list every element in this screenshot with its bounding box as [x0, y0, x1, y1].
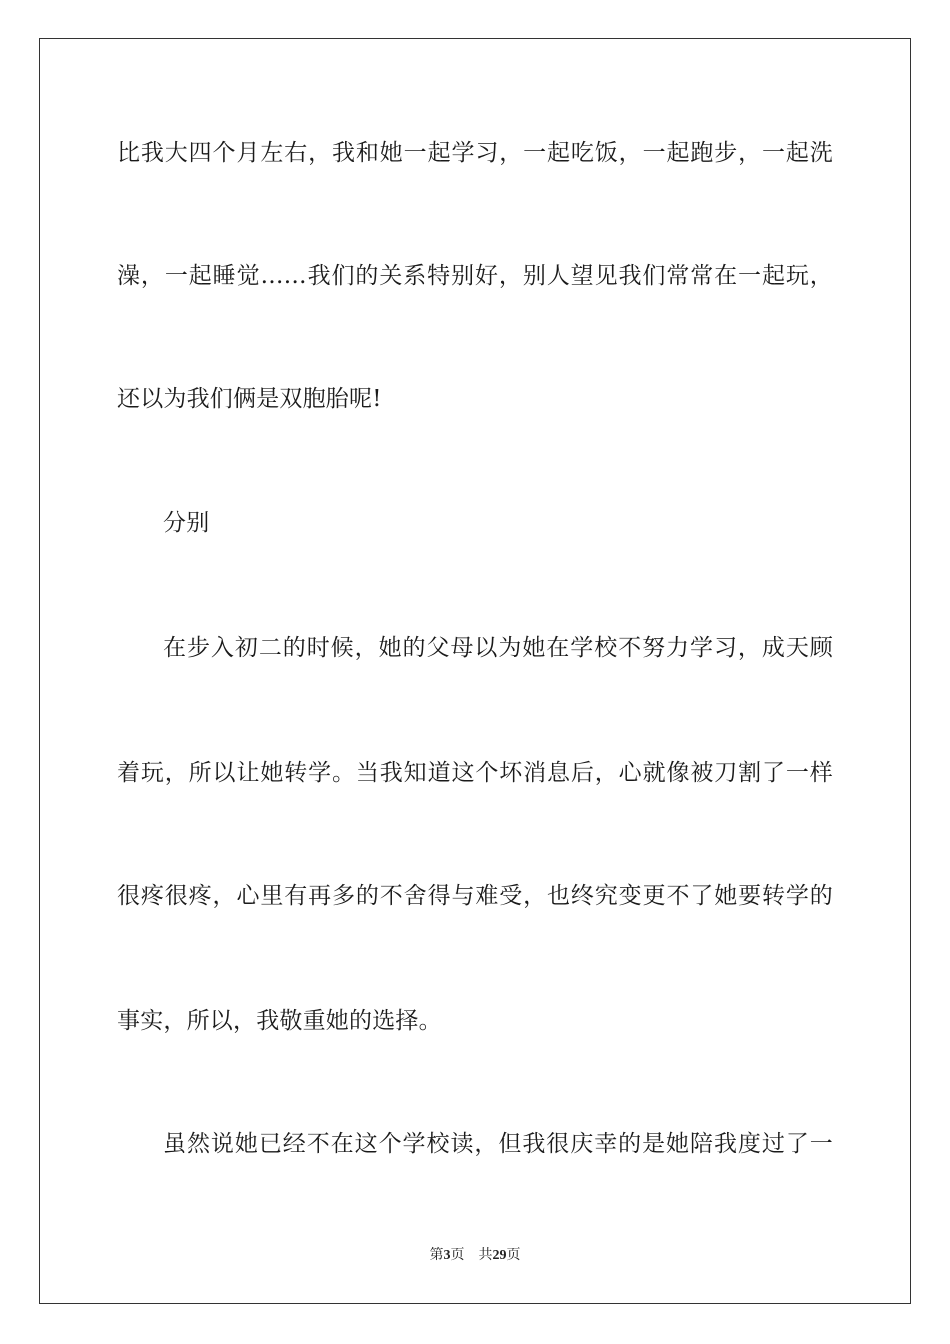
section-heading: 分别	[163, 510, 210, 536]
total-pages-prefix: 共	[478, 1248, 493, 1263]
page-number: 3	[443, 1248, 451, 1263]
paragraph-line: 虽然说她已经不在这个学校读，但我很庆幸的是她陪我度过了一	[163, 1131, 833, 1157]
paragraph-line: 事实，所以，我敬重她的选择。	[117, 1008, 442, 1034]
paragraph-line: 比我大四个月左右，我和她一起学习，一起吃饭，一起跑步，一起洗	[117, 140, 833, 166]
page-number-prefix: 第	[429, 1248, 444, 1263]
page-number-suffix: 页	[450, 1248, 465, 1263]
paragraph-line: 很疼很疼，心里有再多的不舍得与难受，也终究变更不了她要转学的	[117, 883, 833, 909]
total-pages-suffix: 页	[506, 1248, 521, 1263]
paragraph-line: 还以为我们俩是双胞胎呢!	[117, 386, 382, 412]
paragraph-line: 澡，一起睡觉……我们的关系特别好，别人望见我们常常在一起玩，	[117, 263, 833, 289]
page-footer	[0, 1247, 950, 1265]
page-border	[39, 38, 911, 1304]
paragraph-line: 在步入初二的时候，她的父母以为她在学校不努力学习，成天顾	[163, 635, 833, 661]
total-pages: 29	[492, 1248, 507, 1263]
paragraph-line: 着玩，所以让她转学。当我知道这个坏消息后，心就像被刀割了一样	[117, 760, 833, 786]
